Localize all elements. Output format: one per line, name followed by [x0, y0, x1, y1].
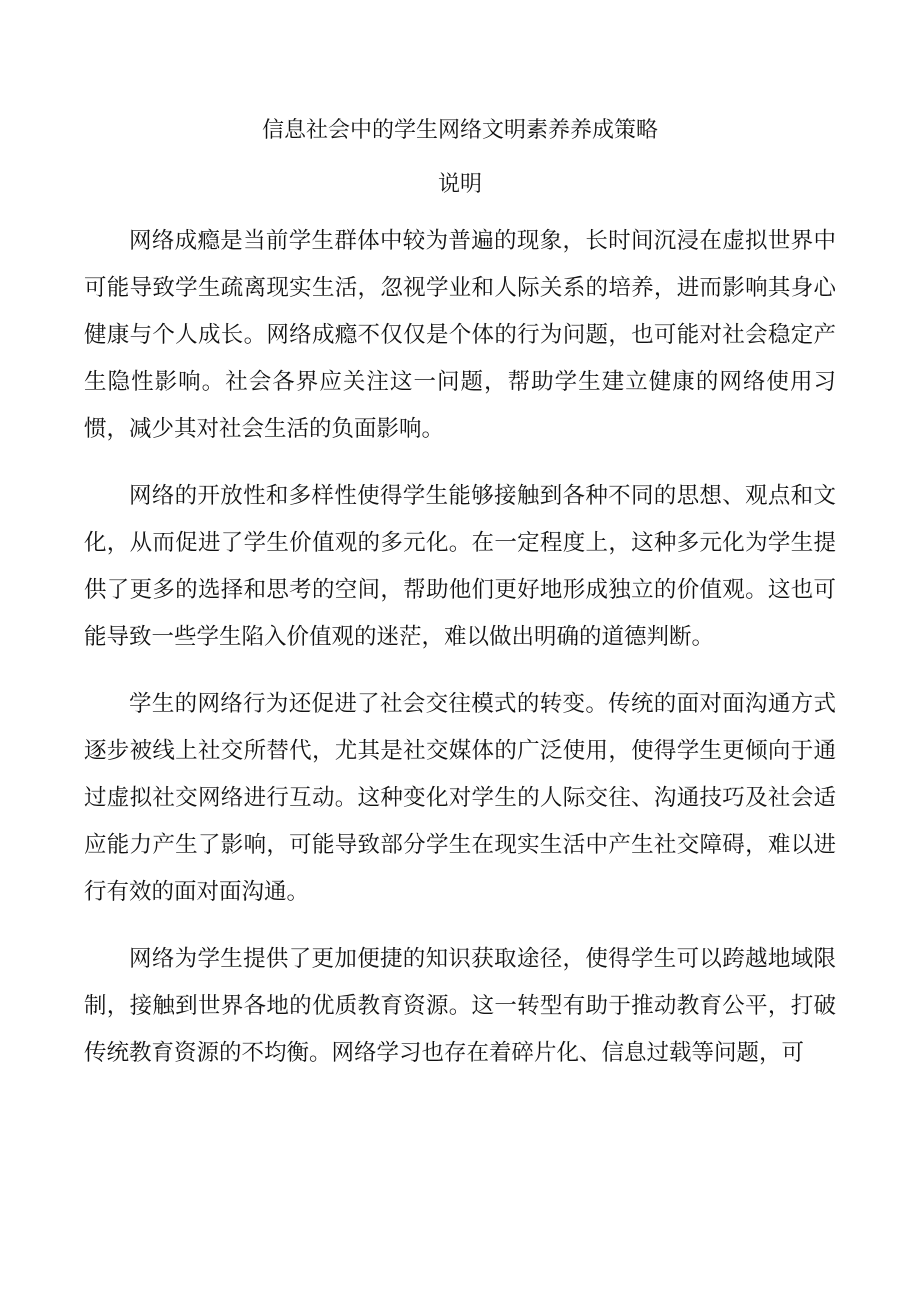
paragraph-3: 学生的网络行为还促进了社会交往模式的转变。传统的面对面沟通方式逐步被线上社交所替代，尤其是社交媒体的广泛使用，使得学生更倾向于通过虚拟社交网络进行互动。这种变化对学生的人际交往、沟通技巧及社会适应能力产生了影响，可能导致部分学生在现实生活中产生社交障碍，难以进行有效的面对面沟通。: [84, 691, 836, 905]
document-title: 信息社会中的学生网络文明素养养成策略: [261, 118, 658, 143]
document-body: [84, 218, 836, 1097]
paragraph-4: 网络为学生提供了更加便捷的知识获取途径，使得学生可以跨越地域限制，接触到世界各地的优质教育资源。这一转型有助于推动教育公平，打破传统教育资源的不均衡。网络学习也存在着碎片化、信息过载等问题，可: [84, 946, 836, 1066]
document-subtitle: 说明: [437, 172, 482, 197]
paragraph-2: 网络的开放性和多样性使得学生能够接触到各种不同的思想、观点和文化，从而促进了学生价值观的多元化。在一定程度上，这种多元化为学生提供了更多的选择和思考的空间，帮助他们更好地形成独立的价值观。这也可能导致一些学生陷入价值观的迷茫，难以做出明确的道德判断。: [84, 483, 836, 650]
paragraph-1: 网络成瘾是当前学生群体中较为普遍的现象，长时间沉浸在虚拟世界中可能导致学生疏离现实生活，忽视学业和人际关系的培养，进而影响其身心健康与个人成长。网络成瘾不仅仅是个体的行为问题，也可能对社会稳定产生隐性影响。社会各界应关注这一问题，帮助学生建立健康的网络使用习惯，减少其对社会生活的负面影响。: [84, 228, 836, 442]
